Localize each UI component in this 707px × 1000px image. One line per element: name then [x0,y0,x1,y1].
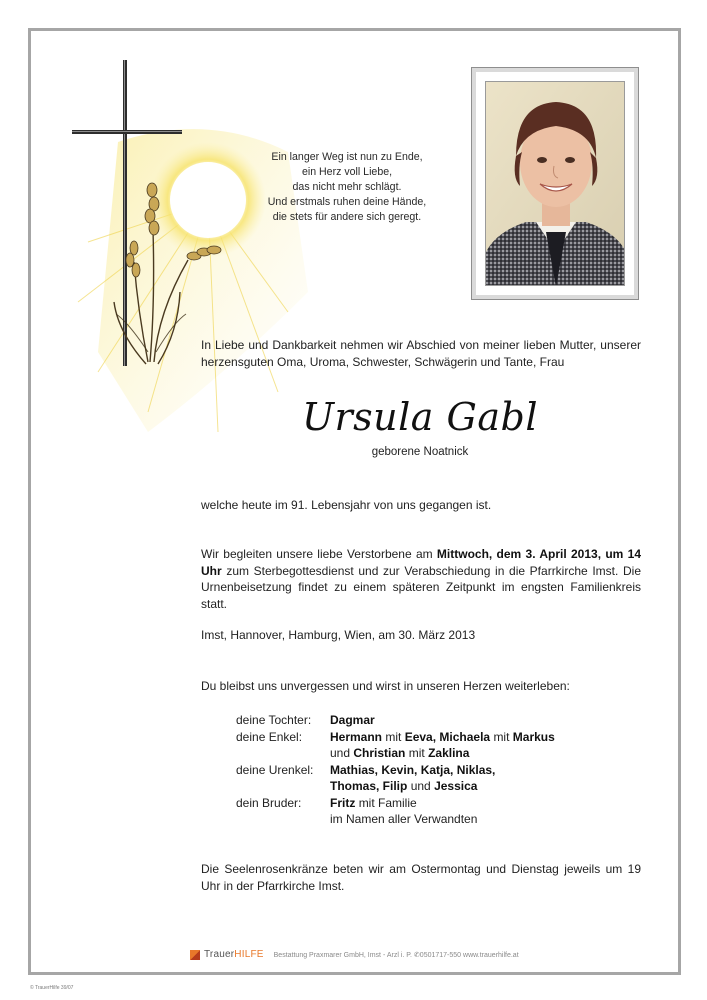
family-row: und Christian mit Zaklina [330,746,470,760]
portrait-frame [471,67,639,300]
family-role: deine Tochter: [236,713,312,727]
service-text-before: Wir begleiten unsere liebe Verstorbene am [201,547,437,561]
cross-and-wheat-illustration [58,52,308,452]
family-member: Dagmar [330,713,375,727]
place-and-date: Imst, Hannover, Hamburg, Wien, am 30. März 2013 [201,628,476,642]
family-list [236,712,636,828]
trauerhilfe-logo-icon [190,950,200,960]
footer-contact: Bestattung Praxmarer GmbH, Imst - Arzl i. P. ✆0501717-550 www.trauerhilfe.at [273,951,519,959]
service-announcement [201,546,641,612]
family-row: dein Bruder: Fritz mit Familie [236,795,417,810]
family-member: Zaklina [428,746,470,760]
memorial-poem [252,150,442,225]
family-member: Christian [353,746,406,760]
family-row: Thomas, Filip und Jessica [330,779,478,793]
remember-line: Du bleibst uns unvergessen und wirst in unseren Herzen weiterleben: [201,679,570,693]
family-member: Thomas, Filip [330,779,408,793]
family-row [236,811,636,828]
family-row: deine Enkel: Hermann mit Eeva, Michaela mit Markus [236,729,555,744]
family-member: Markus [512,729,555,744]
service-text-after: zum Sterbegottesdienst und zur Verabschiedung in die Pfarrkirche Imst. Die Urnenbeisetzung findet zu einem späteren Zeitpunkt im engsten Familienkreis statt. [201,563,641,611]
poem-line: Ein langer Weg ist nun zu Ende, [271,151,423,163]
footer-brand: TrauerHILFE [204,949,264,960]
poem-line: die stets für andere sich geregt. [272,211,422,223]
family-member: Fritz [330,795,356,810]
family-row [236,762,636,779]
birth-name: geborene Noatnick [371,446,469,458]
family-member: Jessica [434,779,478,793]
rosary-announcement: Die Seelenrosenkränze beten wir am Ostermontag und Dienstag jeweils um 19 Uhr in der Pfarrkirche Imst. [201,862,641,893]
family-member: Eeva, Michaela [404,729,491,744]
poem-line: Und erstmals ruhen deine Hände, [267,196,427,208]
portrait-photo [485,81,625,286]
poem-line: das nicht mehr schlägt. [292,181,402,193]
copyright-note: © TrauerHilfe 39/07 [30,985,74,991]
poem-line: ein Herz voll Liebe, [301,166,393,178]
family-role: deine Urenkel: [236,762,314,777]
service-date: Mittwoch, dem 3. April 2013, um 14 Uhr [201,547,641,578]
family-member: Hermann [330,729,383,744]
family-role: dein Bruder: [236,795,302,810]
age-line: welche heute im 91. Lebensjahr von uns gegangen ist. [201,498,492,512]
family-role: deine Enkel: [236,729,303,744]
intro-text: In Liebe und Dankbarkeit nehmen wir Abschied von meiner lieben Mutter, unserer herzensguten Oma, Uroma, Schwester, Schwägerin und Tante, Frau [201,338,641,369]
family-row [236,712,636,729]
relatives-line: im Namen aller Verwandten [330,812,478,826]
deceased-name: Ursula Gabl [301,395,539,439]
family-member: Mathias, Kevin, Katja, Niklas, [330,762,496,777]
footer [190,949,550,960]
